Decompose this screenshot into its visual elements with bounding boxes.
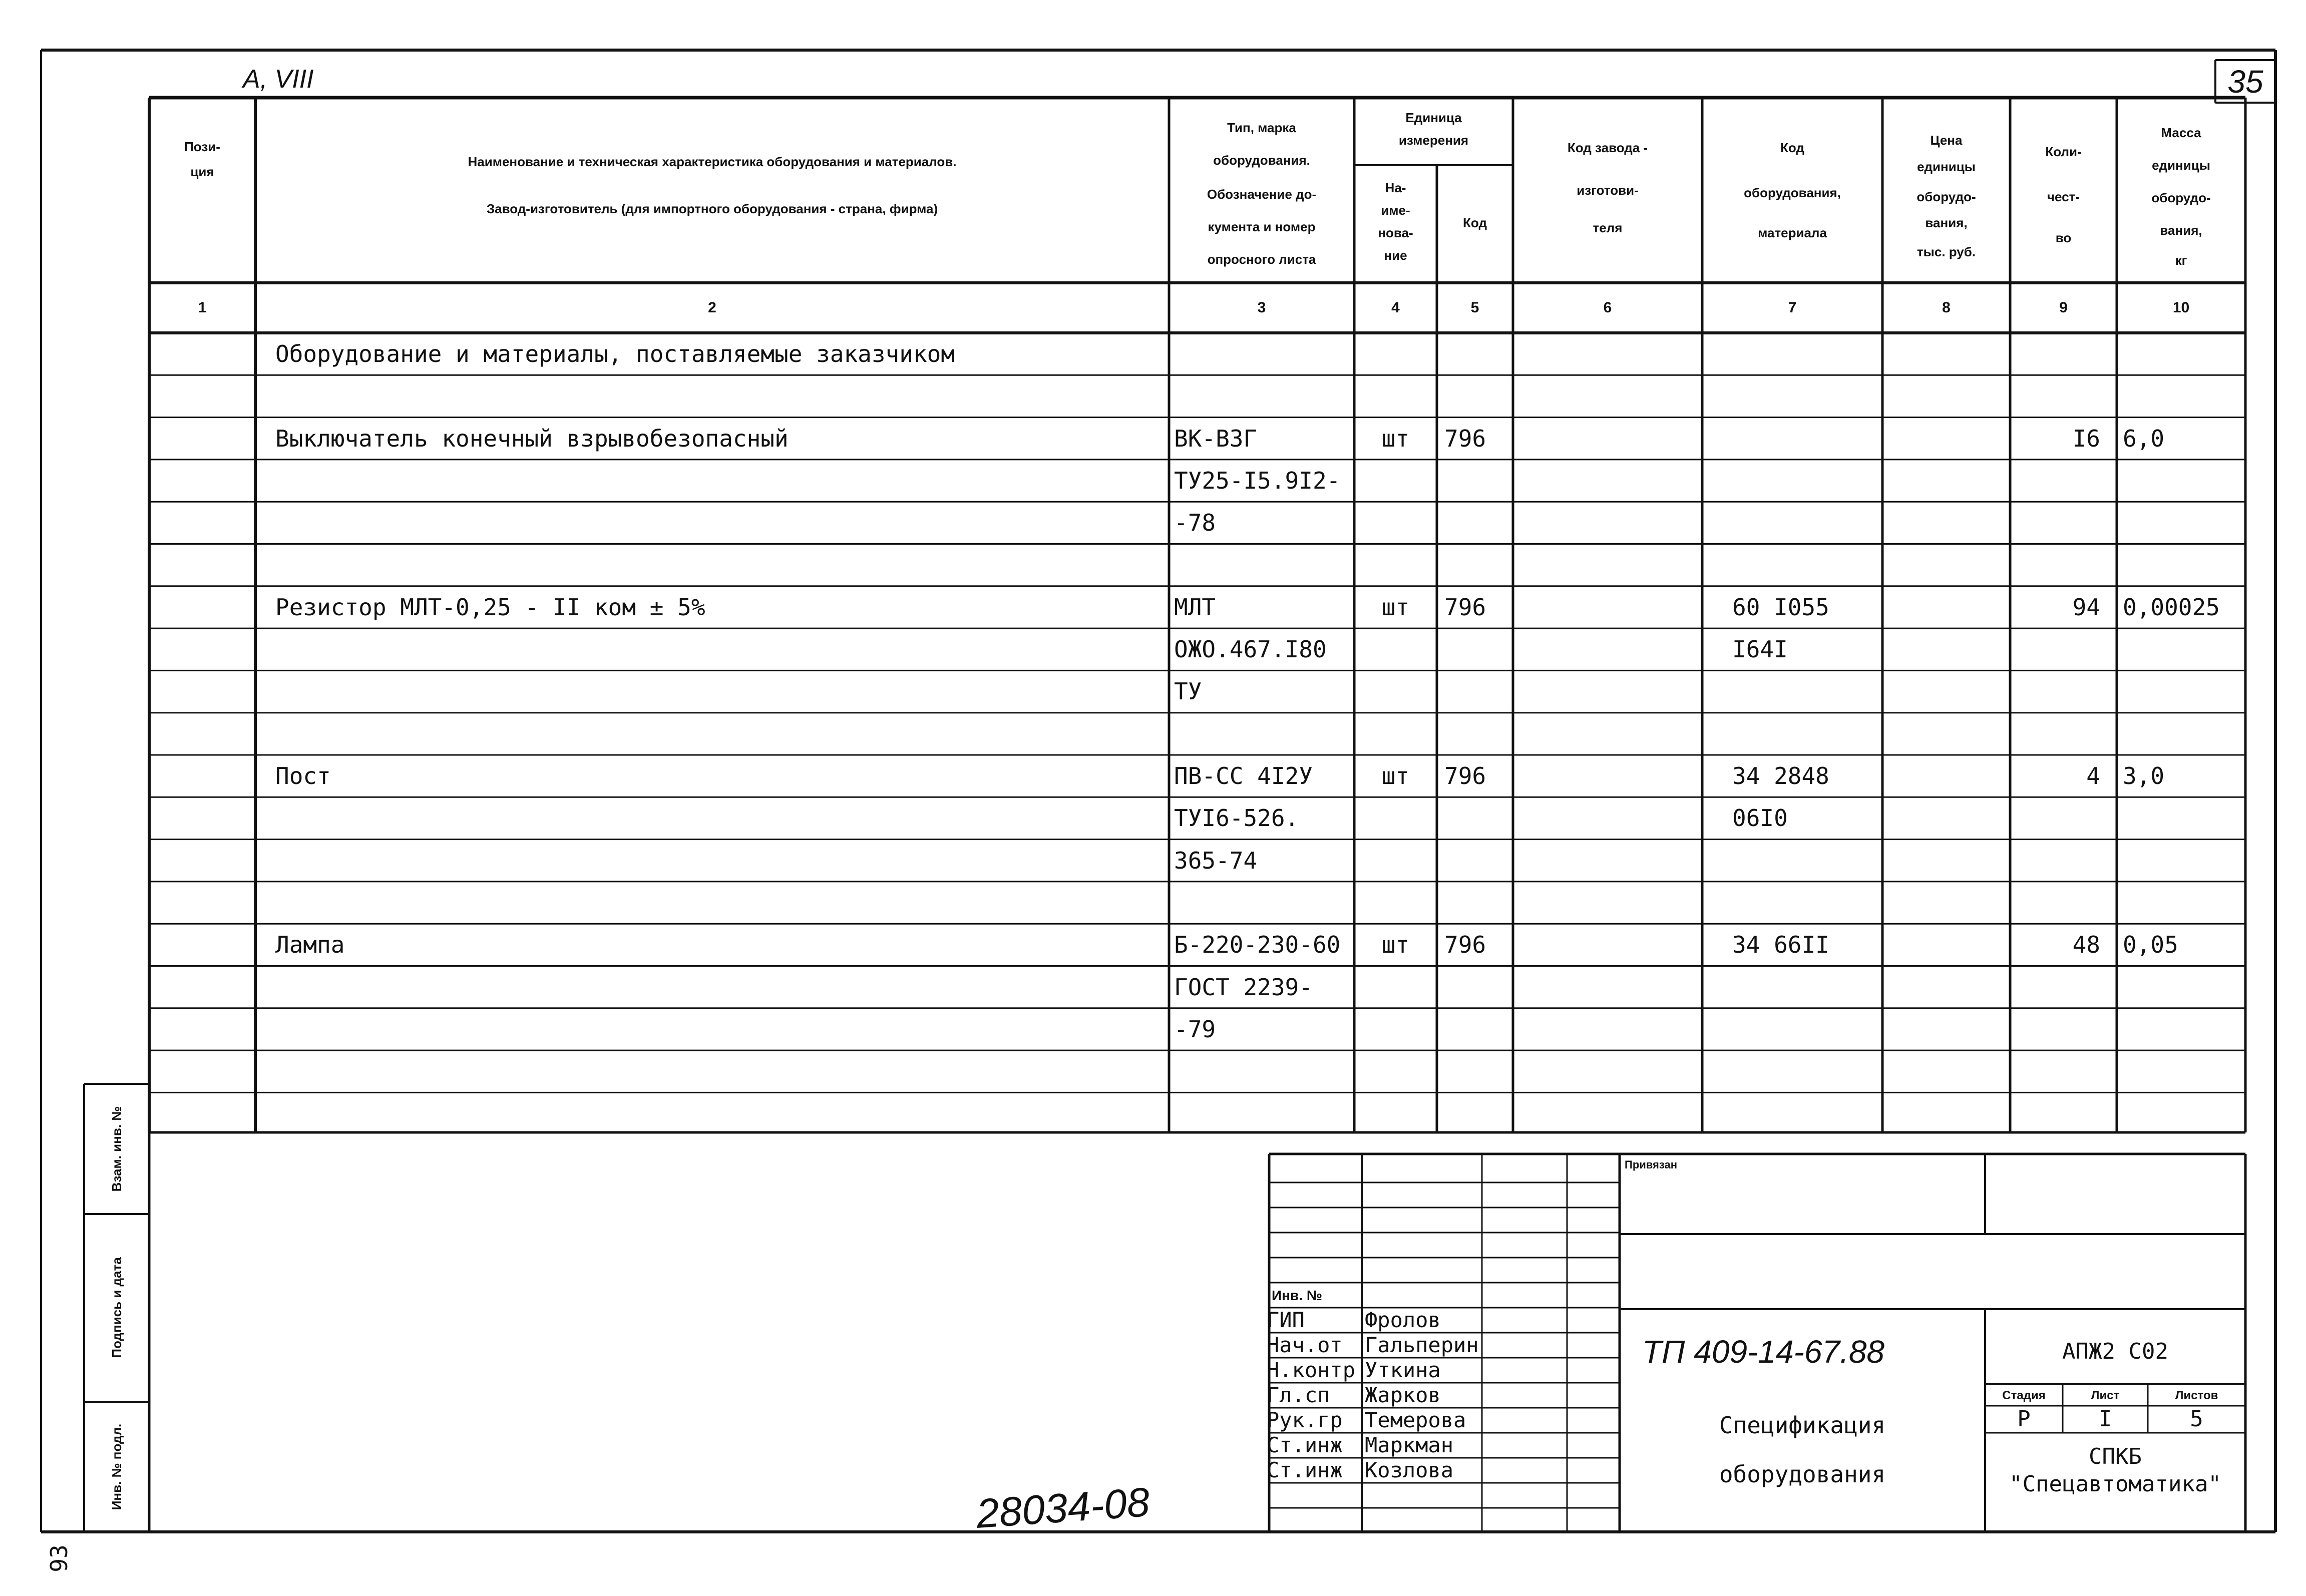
cell-type: -78 [1174, 509, 1216, 537]
column-number-1: 1 [198, 299, 207, 316]
header-price-line4: вания, [1925, 215, 1968, 230]
cell-type: ТУ25-I5.9I2- [1174, 467, 1341, 494]
column-number-3: 3 [1257, 299, 1266, 316]
stamp-inv-label: Инв. № [1272, 1288, 1323, 1303]
header-type-line5: опросного листа [1207, 252, 1316, 267]
sheet-tag: A, VIII [243, 65, 314, 94]
cell-qty: I6 [2072, 425, 2100, 452]
cell-type: ГОСТ 2239- [1174, 973, 1313, 1001]
signer-role: ГИП [1267, 1308, 1305, 1332]
cell-qty: 4 [2086, 762, 2100, 789]
cell-code: 796 [1444, 425, 1486, 452]
cell-equip-code: 34 2848 [1732, 762, 1829, 789]
cell-code: 796 [1444, 593, 1486, 621]
header-mass-line1: Масса [2161, 125, 2201, 140]
header-mass-line4: вания, [2160, 223, 2202, 238]
header-unit-name-line3: нова- [1378, 225, 1413, 240]
header-name-line2: Завод-изготовитель (для импортного оборудования - страна, фирма) [486, 201, 938, 216]
header-price-line2: единицы [1917, 159, 1976, 174]
cell-type: ТУI6-526. [1174, 805, 1299, 832]
sheet-value: I [2098, 1406, 2112, 1432]
cell-type: ПВ-СС 4I2У [1174, 762, 1313, 789]
header-type-line2: оборудования. [1213, 153, 1310, 168]
header-unit-name-line2: имe- [1381, 203, 1410, 218]
column-number-5: 5 [1470, 299, 1479, 316]
header-qty-line1: Коли- [2045, 144, 2082, 159]
signer-role: Гл.сп [1267, 1383, 1330, 1407]
cell-type: ТУ [1174, 678, 1202, 705]
cell-name: Резистор МЛТ-0,25 - II ком ± 5% [275, 593, 705, 621]
header-factory-code-line1: Код завода - [1567, 140, 1648, 155]
sheet-label: Лист [2091, 1389, 2120, 1402]
cell-name: Выключатель конечный взрывобезопасный [275, 425, 789, 452]
cell-name: Пост [275, 762, 331, 789]
signer-role: Нач.от [1267, 1333, 1343, 1357]
header-qty-line2: чест- [2047, 189, 2080, 204]
side-inv-original-label: Инв. № подл. [109, 1423, 124, 1510]
signer-role: Н.контр [1267, 1358, 1356, 1382]
header-equip-code-line3: материала [1758, 225, 1827, 240]
header-name-line1: Наименование и техническая характеристика оборудования и материалов. [468, 154, 957, 169]
handwritten-number: 28034-08 [975, 1479, 1151, 1537]
signer-role: Рук.гр [1267, 1408, 1343, 1432]
cell-qty: 94 [2072, 593, 2100, 621]
cell-unit: шт [1381, 931, 1410, 959]
cell-name: Лампа [275, 931, 345, 959]
org-line1: СПКБ [2089, 1444, 2142, 1469]
cell-unit: шт [1381, 593, 1410, 621]
header-price-line1: Цена [1930, 133, 1963, 148]
header-unit-name-line1: На- [1385, 180, 1406, 195]
org-line2: "Спецавтоматика" [2009, 1471, 2221, 1497]
header-unit-line2: измерения [1398, 133, 1469, 148]
column-number-6: 6 [1603, 299, 1612, 316]
page-number: 35 [2227, 64, 2263, 100]
cell-type: ОЖО.467.I80 [1174, 636, 1327, 663]
side-signature-date [84, 1214, 149, 1402]
header-mass-line3: оборудо- [2151, 190, 2211, 205]
cell-type: ВК-ВЗГ [1174, 425, 1258, 452]
cell-type: 365-74 [1174, 847, 1258, 874]
header-unit-line1: Единица [1405, 110, 1462, 125]
side-number: 93 [46, 1544, 73, 1572]
header-factory-code-line3: теля [1593, 220, 1623, 235]
signer-role: Ст.инж [1267, 1433, 1343, 1457]
cell-qty: 48 [2072, 931, 2100, 959]
signer-name: Гальперин [1365, 1333, 1479, 1357]
cell-mass: 6,0 [2123, 425, 2165, 452]
cell-equip-code: 06I0 [1732, 805, 1788, 832]
column-number-9: 9 [2059, 299, 2068, 316]
cell-unit: шт [1381, 425, 1410, 452]
cell-mass: 0,05 [2123, 931, 2178, 959]
header-type-line4: кумента и номер [1208, 219, 1316, 234]
side-inv-replace-label: Взам. инв. № [109, 1106, 124, 1192]
header-equip-code-line2: оборудования, [1744, 185, 1841, 200]
header-type-line1: Тип, марка [1227, 120, 1296, 135]
header-equip-code-line1: Код [1780, 140, 1804, 155]
header-position-line2: ция [190, 164, 214, 179]
header-type-line3: Обозначение до- [1207, 187, 1317, 202]
signer-name: Козлова [1365, 1458, 1454, 1482]
header-unit-name-line4: ние [1384, 248, 1407, 263]
header-position-line1: Пози- [184, 139, 220, 154]
column-number-4: 4 [1391, 299, 1400, 316]
sheets-label: Листов [2175, 1389, 2218, 1402]
sheets-value: 5 [2190, 1406, 2203, 1432]
header-price-line3: оборудо- [1916, 189, 1976, 204]
header-price-line5: тыс. руб. [1916, 244, 1976, 259]
cell-type: Б-220-230-60 [1174, 931, 1341, 959]
signer-name: Темерова [1365, 1408, 1466, 1432]
cell-type: МЛТ [1174, 593, 1216, 621]
cell-equip-code: 34 66II [1732, 931, 1829, 959]
column-number-10: 10 [2172, 299, 2190, 316]
side-signature-date-label: Подпись и дата [109, 1257, 124, 1358]
cell-code: 796 [1444, 931, 1486, 959]
signer-role: Ст.инж [1267, 1458, 1343, 1482]
column-number-2: 2 [708, 299, 716, 316]
cell-mass: 0,00025 [2123, 593, 2220, 621]
cell-code: 796 [1444, 762, 1486, 789]
header-unit-code: Код [1463, 215, 1487, 230]
cell-type: -79 [1174, 1015, 1216, 1043]
doc-title-line1: Спецификация [1719, 1412, 1886, 1439]
column-number-7: 7 [1788, 299, 1797, 316]
header-mass-line2: единицы [2152, 158, 2210, 173]
header-qty-line3: во [2055, 230, 2072, 245]
signer-name: Фролов [1365, 1308, 1441, 1332]
column-number-8: 8 [1942, 299, 1951, 316]
stage-value: Р [2017, 1406, 2031, 1432]
stamp-tied-label: Привязан [1625, 1158, 1678, 1171]
cell-unit: шт [1381, 762, 1410, 789]
side-inv-replace [84, 1084, 149, 1214]
stage-label: Стадия [2002, 1389, 2046, 1402]
doc-code: АПЖ2 С02 [2062, 1339, 2168, 1364]
cell-equip-code: I64I [1732, 636, 1788, 663]
header-mass-line5: кг [2175, 253, 2187, 268]
signer-name: Жарков [1365, 1383, 1441, 1407]
signer-name: Маркман [1365, 1433, 1454, 1457]
doc-title-line2: оборудования [1719, 1461, 1886, 1488]
cell-equip-code: 60 I055 [1732, 593, 1829, 621]
header-factory-code-line2: изготови- [1577, 183, 1639, 198]
cell-name: Оборудование и материалы, поставляемые заказчиком [275, 340, 955, 367]
side-inv-original [84, 1402, 149, 1532]
cell-mass: 3,0 [2123, 762, 2165, 789]
signer-name: Уткина [1365, 1358, 1441, 1382]
doc-number: ТП 409-14-67.88 [1642, 1334, 1884, 1370]
